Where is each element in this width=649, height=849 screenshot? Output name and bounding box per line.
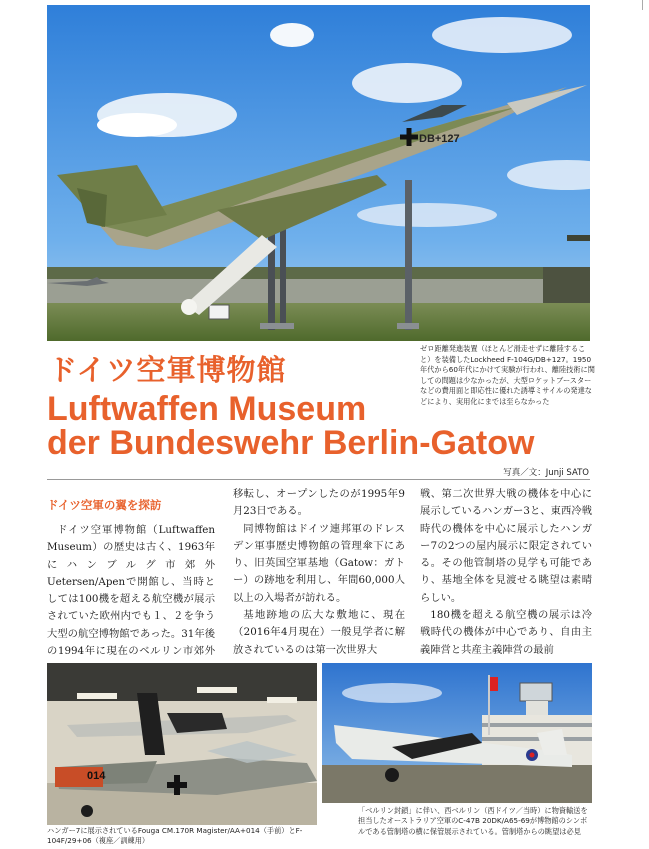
title-english-line1: Luftwaffen Museum	[47, 390, 367, 428]
crop-mark	[632, 0, 643, 10]
photo-hangar7-illustration	[47, 663, 317, 825]
body-paragraph: 移転し、オープンしたのが1995年9月23日である。	[233, 488, 405, 518]
body-paragraph: 戦、第二次世界大戦の機体を中心に展示しているハンガー3と、東西冷戦時代の機体を中心に展示したハンガー7の2つの屋内展示に限定されている。その他管制塔の見学も可能であり、基地全体を見渡せる眺望は素晴らしい。	[420, 488, 592, 604]
aircraft-marking: DB+127	[419, 133, 460, 145]
hero-photo-f104g	[47, 5, 590, 341]
caption-right-photo: 「ベルリン封鎖」に伴い、西ベルリン（西ドイツ／当時）に物資輸送を担当したオーストラリア空軍のC-47B 20DK/A65-69が博物館のシンボルである管制塔の横に保管展示されている。管制塔からの眺望は必見	[358, 806, 588, 836]
photo-c47-illustration	[322, 663, 592, 803]
title-english-line2: der Bundeswehr Berlin-Gatow	[47, 424, 535, 462]
title-japanese: ドイツ空軍博物館	[48, 353, 287, 387]
body-paragraph: 基地跡地の広大な敷地に、現在（2016年4月現在）一般見学者に解放されているのは第一次世界大	[233, 609, 405, 656]
body-paragraph: 同博物館はドイツ連邦軍のドレスデン軍事歴史博物館の管理傘下にあり、旧英国空軍基地（Gatow：ガトー）の跡地を利用し、年間60,000人以上の入場者が訪れる。	[233, 522, 405, 604]
divider	[47, 479, 590, 480]
section-subheading: ドイツ空軍の翼を探訪	[47, 498, 162, 512]
hero-caption: ゼロ距離発進装置（ほとんど滑走せずに離陸すること）を装備したLockheed F-104G/DB+127。1950年代から60年代にかけて実験が行われ、離陸技術に関しての問題は少なかったが、大型ロケットブースターなどの費用面と即応性に優れた誘導ミサイルの発達などにより、実用化にまでは至らなかった	[420, 344, 595, 406]
body-paragraph: 180機を超える航空機の展示は冷戦時代の機体が中心であり、自由主義陣営と共産主義陣営の最前	[420, 609, 592, 656]
photo-hangar7-magister	[47, 663, 317, 825]
text-column-2	[233, 486, 405, 659]
hero-photo-illustration	[47, 5, 590, 341]
magister-marking: 014	[87, 770, 106, 782]
caption-left-photo: ハンガー7に展示されているFouga CM.170R Magister/AA+014（手前）とF-104F/29+06（複座／訓練用）	[47, 826, 303, 846]
text-column-1	[47, 484, 215, 678]
text-column-3	[420, 486, 592, 659]
photo-c47-control-tower	[322, 663, 592, 803]
photo-credit: 写真／文：Junji SATO	[503, 468, 589, 478]
body-paragraph: ドイツ空軍博物館（Luftwaffen Museum）の歴史は古く、1963年にハンブルグ市郊外Uetersen/Apenで開館し、当時としては100機を超える航空機が展示されていた欧州内でも１、２を争う大型の航空博物館であった。31年後の1994年に現在のベルリン市郊外	[47, 524, 215, 658]
